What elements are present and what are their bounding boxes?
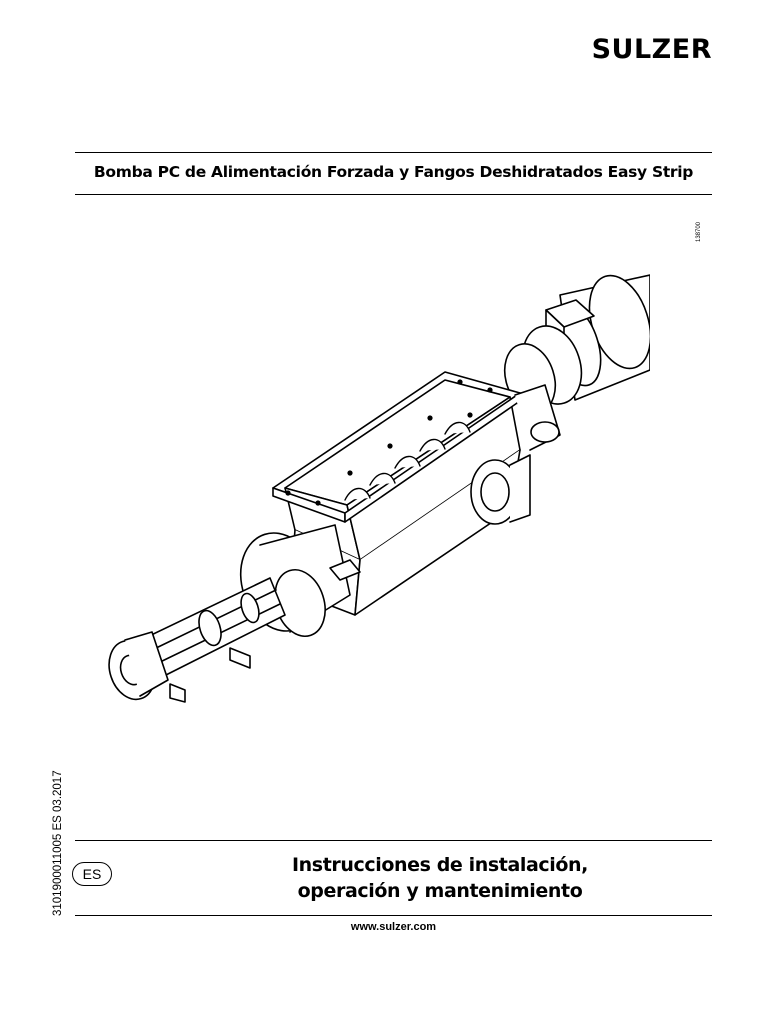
document-subtitle <box>170 852 710 904</box>
title-bottom-rule <box>75 194 712 195</box>
document-code: 3101900011005 ES 03.2017 <box>52 770 64 916</box>
sulzer-logo: SULZER <box>591 34 712 65</box>
title-top-rule <box>75 152 712 153</box>
stator-illustration <box>145 578 285 678</box>
subtitle-line-1: Instrucciones de instalación, <box>292 854 588 876</box>
subtitle-line-2: operación y mantenimiento <box>297 880 583 902</box>
footer-bottom-rule <box>75 915 712 916</box>
language-badge: ES <box>72 862 112 886</box>
footer-top-rule <box>75 840 712 841</box>
drawing-id: 138700 <box>696 221 702 242</box>
pump-illustration <box>90 260 650 720</box>
website-link[interactable]: www.sulzer.com <box>350 921 437 933</box>
document-title: Bomba PC de Alimentación Forzada y Fangos Deshidratados Easy Strip <box>93 163 694 181</box>
